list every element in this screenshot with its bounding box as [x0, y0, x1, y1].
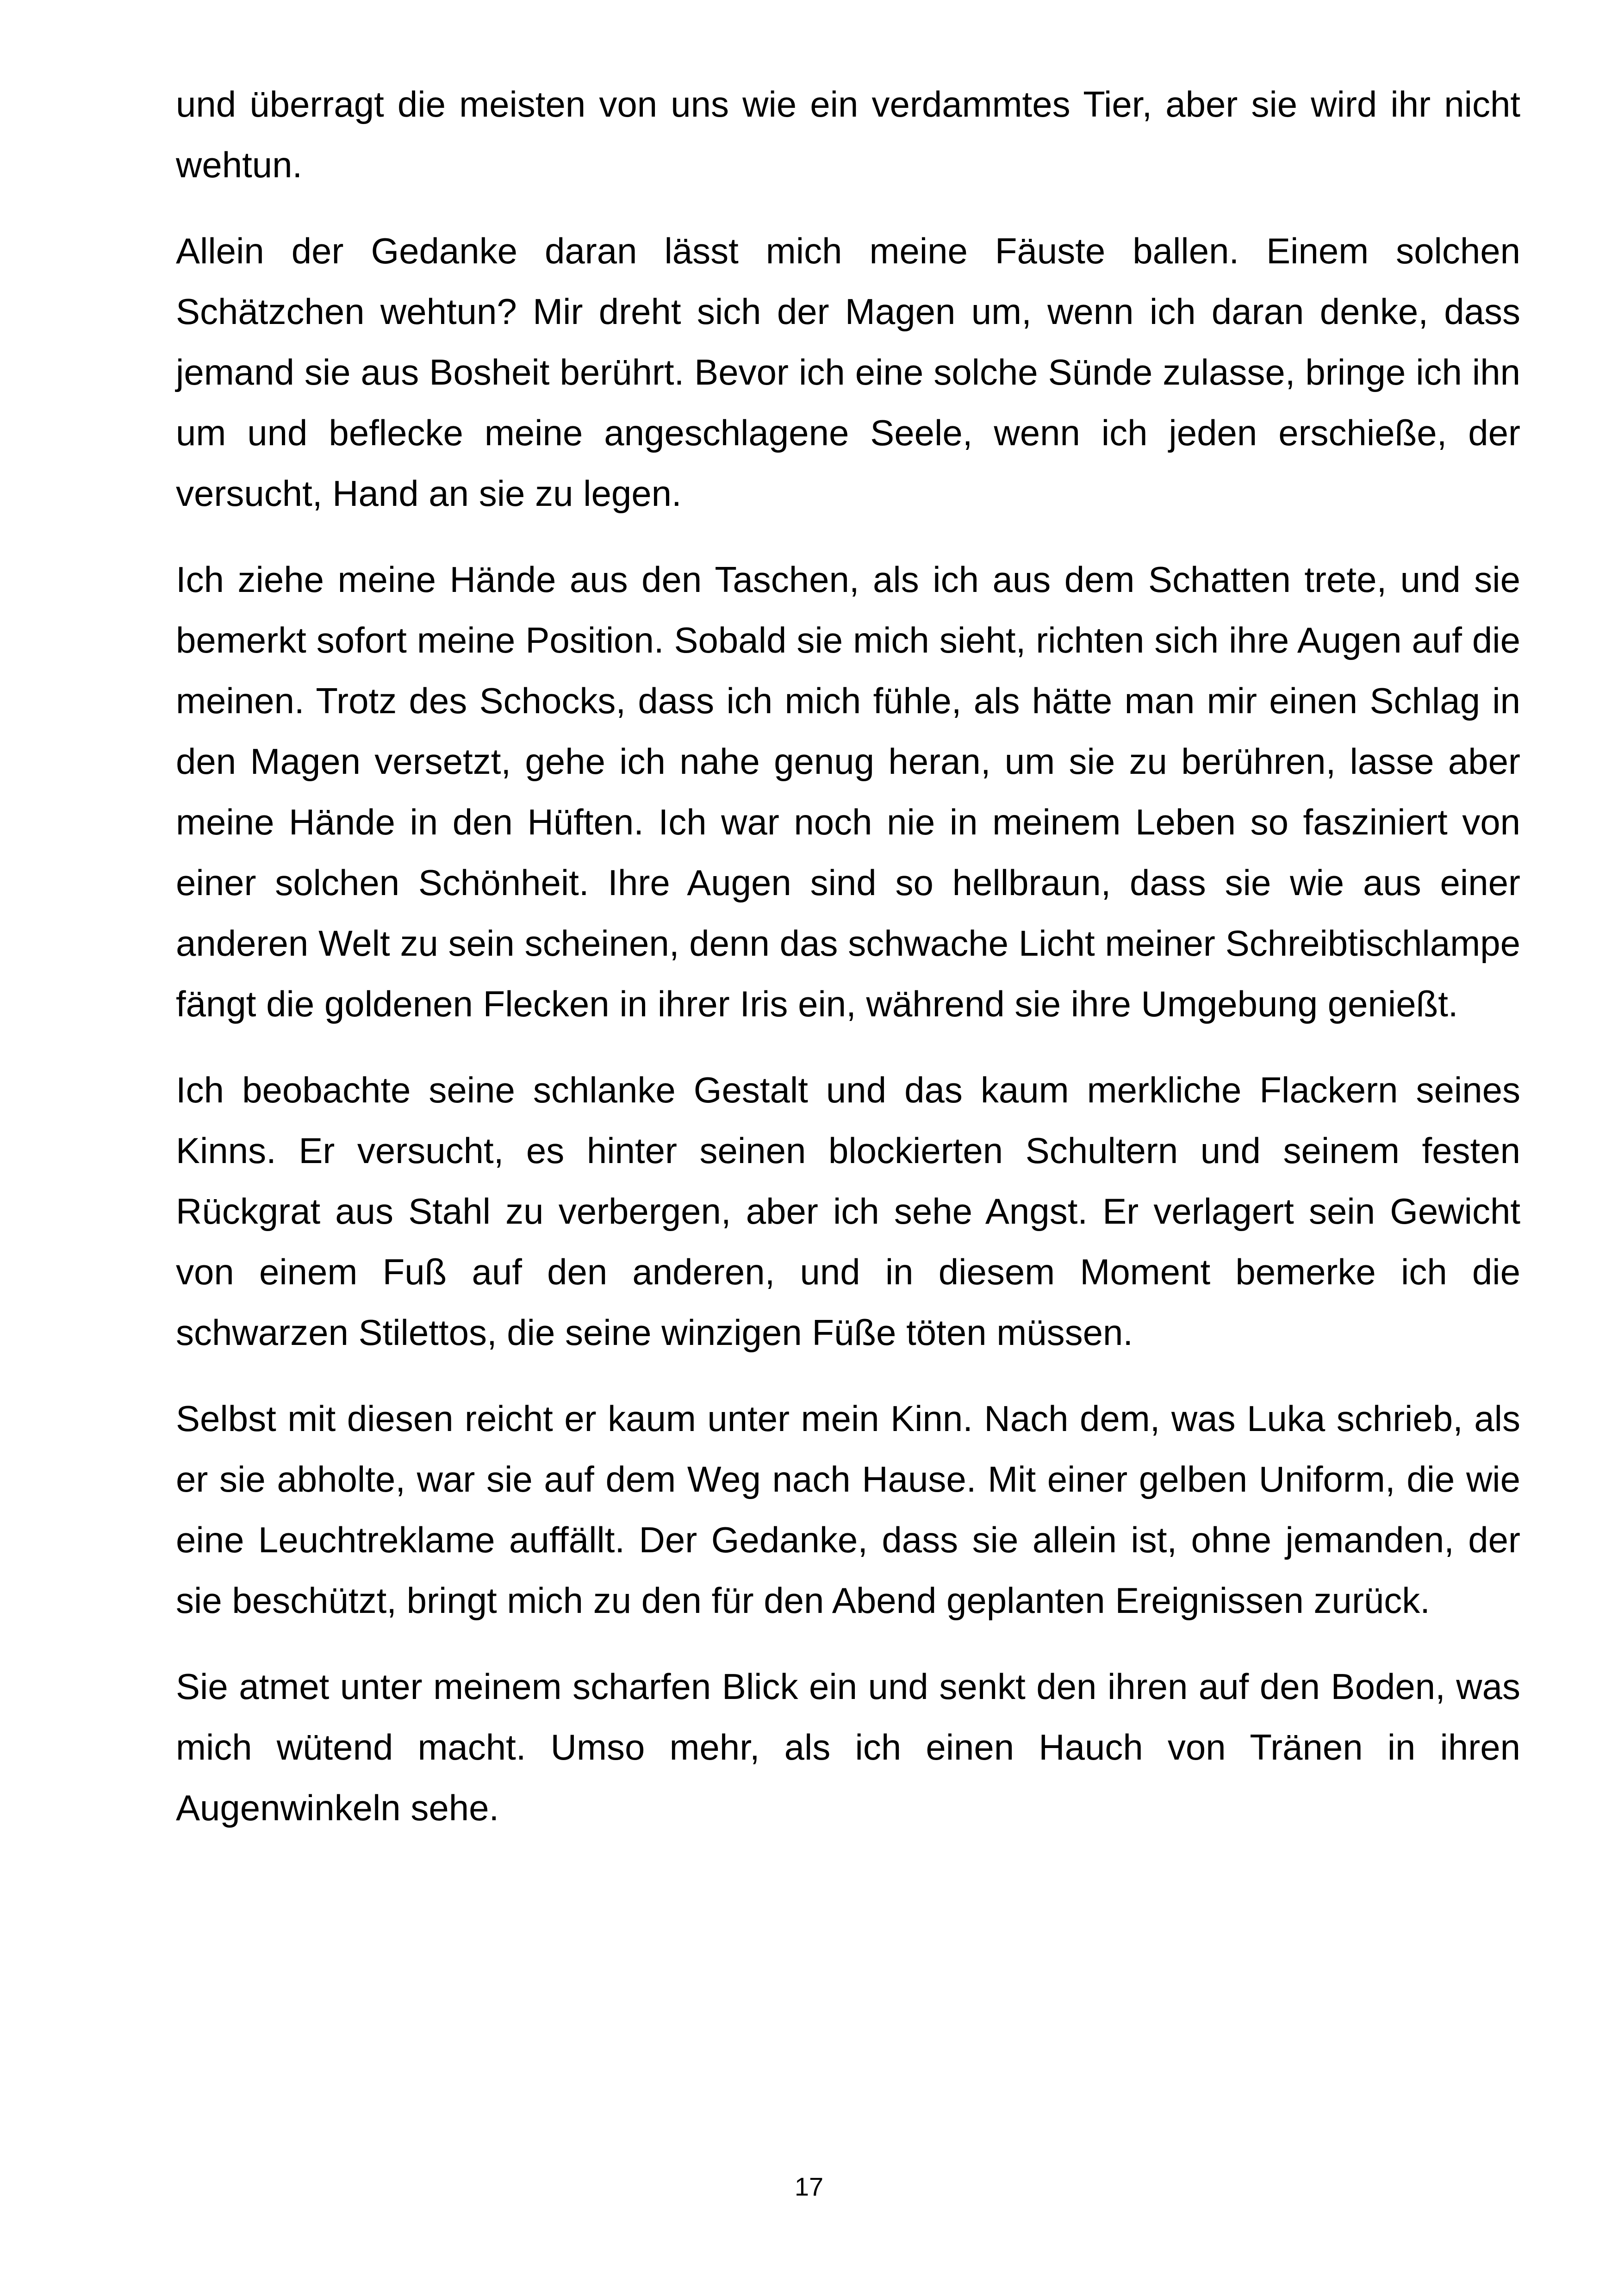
- paragraph-2: Allein der Gedanke daran lässt mich meine Fäuste ballen. Einem solchen Schätzchen wehtun? Mir dreht sich der Magen um, wenn ich daran denke, dass jemand sie aus Bosheit berührt. Bevor ich eine solche Sünde zulasse, bringe ich ihn um und beflecke meine angeschlagene Seele, wenn ich jeden erschieße, der versucht, Hand an sie zu legen.: [176, 230, 1520, 514]
- paragraph-6: Sie atmet unter meinem scharfen Blick ein und senkt den ihren auf den Boden, was mich wütend macht. Umso mehr, als ich einen Hauch von Tränen in ihren Augenwinkeln sehe.: [176, 1666, 1520, 1828]
- body-text: [176, 74, 1520, 1864]
- paragraph-3: Ich ziehe meine Hände aus den Taschen, als ich aus dem Schatten trete, und sie bemerkt sofort meine Position. Sobald sie mich sieht, richten sich ihre Augen auf die meinen. Trotz des Schocks, dass ich mich fühle, als hätte man mir einen Schlag in den Magen versetzt, gehe ich nahe genug heran, um sie zu berühren, lasse aber meine Hände in den Hüften. Ich war noch nie in meinem Leben so fasziniert von einer solchen Schönheit. Ihre Augen sind so hellbraun, dass sie wie aus einer anderen Welt zu sein scheinen, denn das schwache Licht meiner Schreibtischlampe fängt die goldenen Flecken in ihrer Iris ein, während sie ihre Umgebung genießt.: [176, 559, 1520, 1024]
- page-number: 17: [794, 2172, 824, 2201]
- paragraph-4: Ich beobachte seine schlanke Gestalt und das kaum merkliche Flackern seines Kinns. Er versucht, es hinter seinen blockierten Schultern und seinem festen Rückgrat aus Stahl zu verbergen, aber ich sehe Angst. Er verlagert sein Gewicht von einem Fuß auf den anderen, und in diesem Moment bemerke ich die schwarzen Stilettos, die seine winzigen Füße töten müssen.: [176, 1070, 1520, 1353]
- paragraph-1: und überragt die meisten von uns wie ein verdammtes Tier, aber sie wird ihr nicht wehtun.: [176, 84, 1520, 185]
- paragraph-5: Selbst mit diesen reicht er kaum unter mein Kinn. Nach dem, was Luka schrieb, als er sie abholte, war sie auf dem Weg nach Hause. Mit einer gelben Uniform, die wie eine Leuchtreklame auffällt. Der Gedanke, dass sie allein ist, ohne jemanden, der sie beschützt, bringt mich zu den für den Abend geplanten Ereignissen zurück.: [176, 1398, 1520, 1621]
